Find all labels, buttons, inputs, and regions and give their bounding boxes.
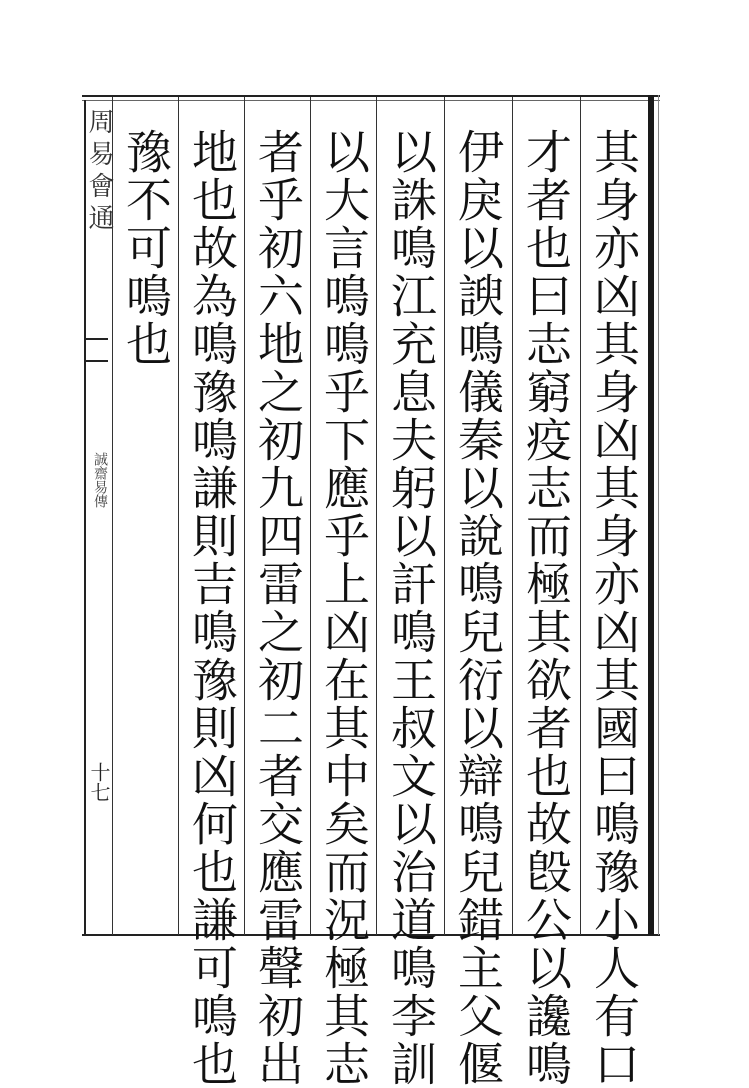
fishtail-mark bbox=[86, 338, 108, 362]
text-column-7: 地也故為鳴豫鳴謙則吉鳴豫則凶何也謙可鳴也 bbox=[185, 128, 239, 1088]
frame-right-border bbox=[648, 95, 654, 935]
column-divider bbox=[178, 97, 179, 935]
column-divider bbox=[310, 97, 311, 935]
margin-book-title: 周易會通 bbox=[84, 108, 114, 236]
frame-right-thin-border bbox=[658, 95, 659, 935]
column-divider bbox=[376, 97, 377, 935]
text-column-3: 伊戾以諛鳴儀秦以說鳴兒衍以辯鳴兒錯主父偃 bbox=[451, 128, 505, 1088]
margin-page-number: 十七 bbox=[87, 762, 111, 802]
column-divider bbox=[580, 97, 581, 935]
column-divider bbox=[112, 97, 113, 935]
column-divider bbox=[444, 97, 445, 935]
column-divider bbox=[244, 97, 245, 935]
text-column-8: 豫不可鳴也 bbox=[119, 128, 173, 368]
frame-top-inner-border bbox=[82, 100, 660, 101]
text-column-6: 者乎初六地之初九四雷之初二者交應雷聲初出 bbox=[251, 128, 305, 1088]
text-column-1: 其身亦凶其身凶其身亦凶其國曰鳴豫小人有口 bbox=[587, 128, 641, 1088]
column-divider bbox=[512, 97, 513, 935]
margin-subtitle: 誠齋易傳 bbox=[92, 452, 108, 508]
text-column-4: 以誅鳴江充息夫躬以訐鳴王叔文以治道鳴李訓 bbox=[384, 128, 438, 1088]
frame-top-border bbox=[82, 95, 660, 97]
text-column-2: 才者也曰志窮疫志而極其欲者也故𣪘公以讒鳴 bbox=[519, 128, 573, 1088]
text-column-5: 以大言鳴鳴乎下應乎上凶在其中矣而況極其志 bbox=[317, 128, 371, 1088]
